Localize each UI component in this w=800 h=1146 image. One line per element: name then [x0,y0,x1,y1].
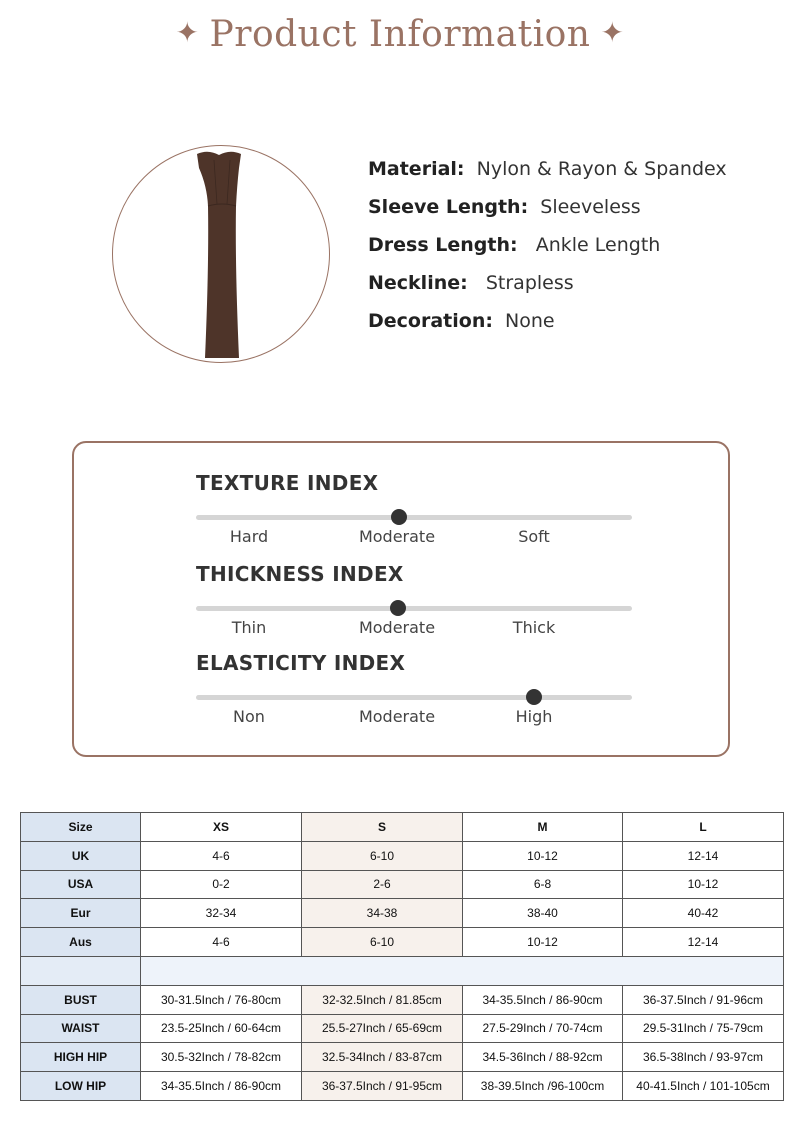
spec-list [368,153,727,343]
dress-image [113,146,330,363]
elasticity-index [196,651,636,726]
spec-key: Material: [368,158,465,180]
table-header-row [21,813,784,842]
table-cell: 6-10 [302,841,463,870]
table-cell: LOW HIP [21,1072,141,1101]
table-cell: HIGH HIP [21,1043,141,1072]
table-cell: UK [21,841,141,870]
table-cell: 34-38 [302,899,463,928]
spec-row-decoration [368,305,727,343]
spec-row-material [368,153,727,191]
table-cell: 12-14 [623,841,784,870]
table-cell: 10-12 [623,870,784,899]
table-cell: 36-37.5Inch / 91-96cm [623,985,784,1014]
spec-key: Decoration: [368,310,493,332]
index-label: Thin [231,618,267,637]
spec-key: Dress Length: [368,234,518,256]
table-cell: XS [141,813,302,842]
table-cell: 38-40 [463,899,623,928]
table-cell: 34.5-36Inch / 88-92cm [463,1043,623,1072]
table-cell: 10-12 [463,928,623,957]
spec-row-dress-length [368,229,727,267]
index-label: Non [233,707,265,726]
index-knob [390,600,406,616]
table-cell: 25.5-27Inch / 65-69cm [302,1014,463,1043]
table-cell: 6-10 [302,928,463,957]
table-cell: 34-35.5Inch / 86-90cm [141,1072,302,1101]
table-divider-row [21,956,784,985]
spec-key: Neckline: [368,272,468,294]
table-cell: 40-41.5Inch / 101-105cm [623,1072,784,1101]
fabric-index-panel [72,441,730,757]
table-cell: 30.5-32Inch / 78-82cm [141,1043,302,1072]
table-cell: S [302,813,463,842]
index-label: Hard [229,527,269,546]
table-cell: BUST [21,985,141,1014]
spec-key: Sleeve Length: [368,196,529,218]
index-track [196,515,632,520]
spec-row-neckline [368,267,727,305]
table-cell: 4-6 [141,841,302,870]
table-row [21,841,784,870]
spec-row-sleeve-length [368,191,727,229]
spec-value: Strapless [485,272,574,294]
table-row [21,1043,784,1072]
index-label: Soft [518,527,550,546]
index-label: Moderate [358,527,436,546]
spec-value: None [505,310,555,332]
index-label: Moderate [358,618,436,637]
index-title: ELASTICITY INDEX [196,651,406,675]
table-cell: 6-8 [463,870,623,899]
table-cell: 34-35.5Inch / 86-90cm [463,985,623,1014]
table-cell: 40-42 [623,899,784,928]
table-cell: 32-34 [141,899,302,928]
spec-value: Nylon & Rayon & Spandex [476,158,727,180]
table-cell: 2-6 [302,870,463,899]
table-cell: Eur [21,899,141,928]
table-cell [21,956,141,985]
index-label: High [515,707,553,726]
table-cell: L [623,813,784,842]
page-title [0,14,800,55]
table-row [21,928,784,957]
table-cell: M [463,813,623,842]
table-cell: 30-31.5Inch / 76-80cm [141,985,302,1014]
index-title: TEXTURE INDEX [196,471,379,495]
sparkle-icon: ✦ [175,16,200,49]
index-label: Moderate [358,707,436,726]
table-row [21,870,784,899]
table-cell: 29.5-31Inch / 75-79cm [623,1014,784,1043]
size-chart-table [20,812,784,1101]
table-cell: Aus [21,928,141,957]
thickness-index [196,562,636,637]
table-row [21,985,784,1014]
index-knob [391,509,407,525]
table-cell: 0-2 [141,870,302,899]
table-cell: 10-12 [463,841,623,870]
table-row [21,1072,784,1101]
table-cell: USA [21,870,141,899]
table-cell: 23.5-25Inch / 60-64cm [141,1014,302,1043]
index-title: THICKNESS INDEX [196,562,404,586]
table-cell: 38-39.5Inch /96-100cm [463,1072,623,1101]
sparkle-icon: ✦ [600,16,625,49]
table-cell: 27.5-29Inch / 70-74cm [463,1014,623,1043]
table-cell: Size [21,813,141,842]
index-track [196,606,632,611]
page-title-text: Product Information [209,14,591,55]
spec-value: Ankle Length [535,234,661,256]
spec-value: Sleeveless [540,196,641,218]
table-cell: 36-37.5Inch / 91-95cm [302,1072,463,1101]
index-knob [526,689,542,705]
table-cell: 32-32.5Inch / 81.85cm [302,985,463,1014]
product-image-frame [112,145,330,363]
table-cell: 4-6 [141,928,302,957]
texture-index [196,471,636,546]
table-row [21,1014,784,1043]
table-cell: 12-14 [623,928,784,957]
table-cell: 36.5-38Inch / 93-97cm [623,1043,784,1072]
table-cell: 32.5-34Inch / 83-87cm [302,1043,463,1072]
index-track [196,695,632,700]
table-cell: WAIST [21,1014,141,1043]
index-label: Thick [512,618,556,637]
table-row [21,899,784,928]
table-cell [141,956,784,985]
